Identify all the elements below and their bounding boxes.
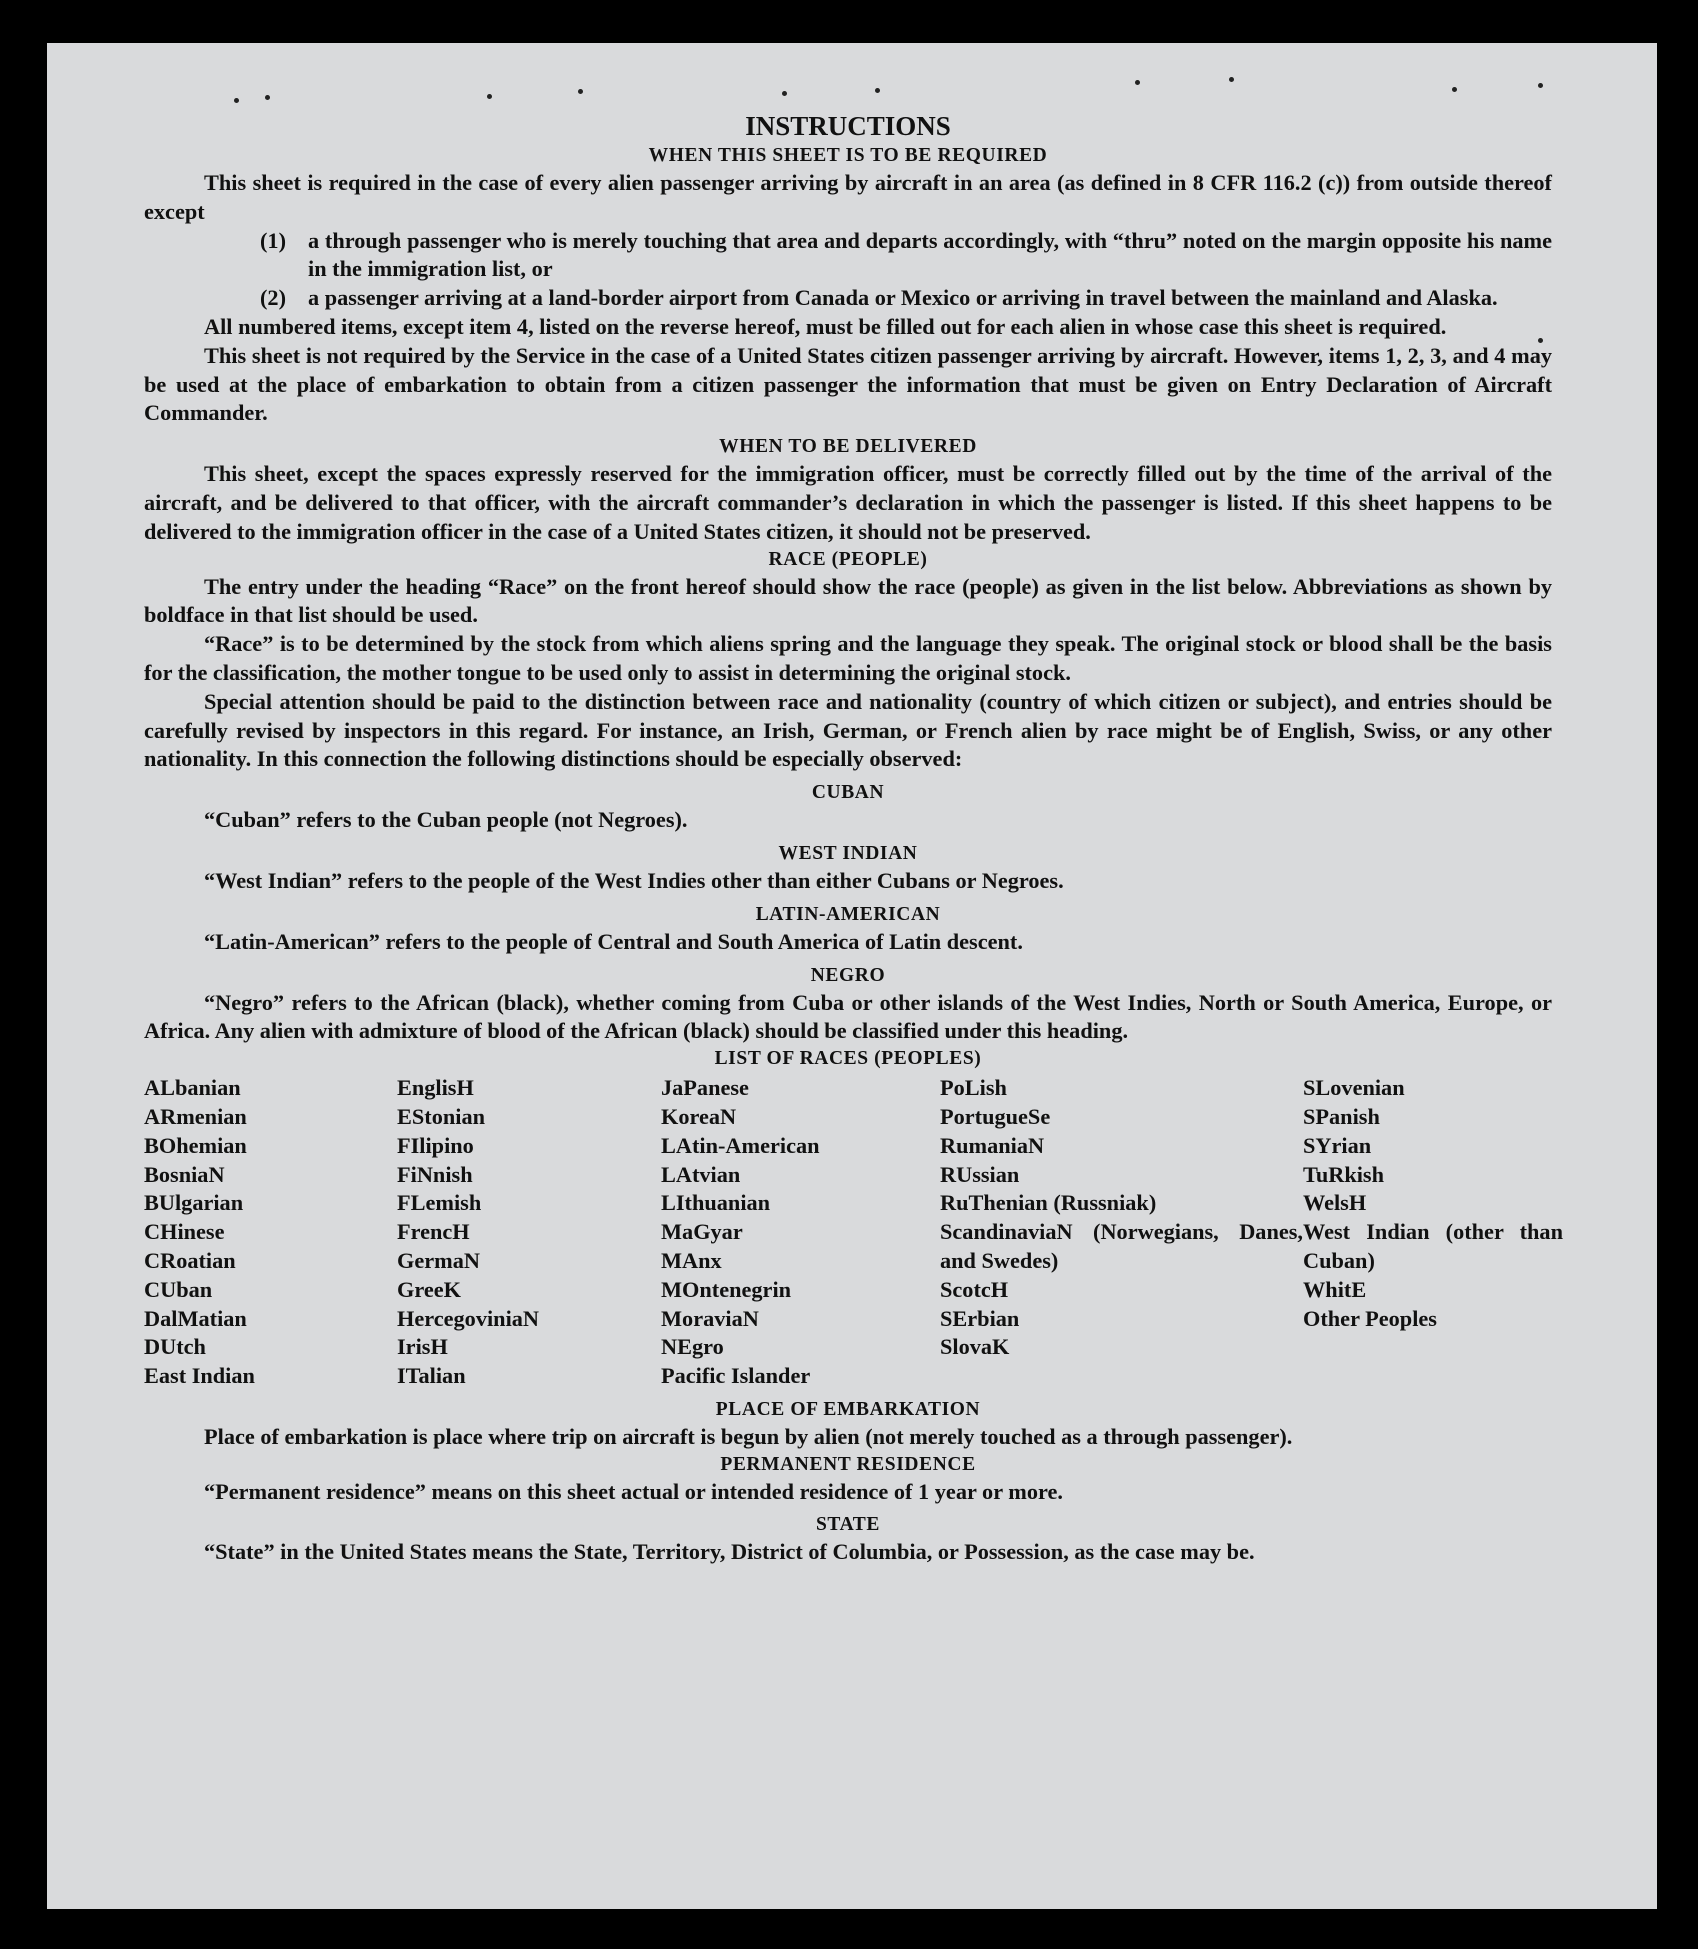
race-item: MaGyar (661, 1219, 743, 1245)
race-item: FLemish (397, 1190, 482, 1216)
race-item: LAtvian (661, 1161, 741, 1187)
race-item: ALbanian (144, 1075, 241, 1101)
heading-negro: NEGRO (810, 964, 886, 986)
race-item: EnglisH (397, 1075, 474, 1101)
race-item: ScotcH (940, 1276, 1009, 1302)
race-group (1303, 1074, 1563, 1218)
race-item: SErbian (940, 1305, 1020, 1331)
race-item: ScandinaviaN (Norwegians, Danes, and Swedes) (940, 1219, 1303, 1273)
speck-mark (875, 88, 880, 93)
race-item: LAtin-American (661, 1132, 820, 1158)
list-item (144, 227, 1552, 285)
race-item: PortugueSe (940, 1103, 1051, 1129)
race-item: SlovaK (940, 1334, 1010, 1360)
race-item: GreeK (397, 1276, 461, 1302)
race-item: FIlipino (397, 1132, 474, 1158)
race-item: DUtch (144, 1334, 206, 1360)
race-item: GermaN (397, 1247, 480, 1273)
race-item: CRoatian (144, 1247, 236, 1273)
race-item: WelsH (1303, 1190, 1367, 1216)
paragraph-required-case: This sheet is required in the case of every alien passenger arriving by aircraft in an area (as defined in 8 CFR 116.2 (c)) from outside thereof except (144, 170, 1552, 224)
paragraph-citizen-passenger: This sheet is not required by the Service in the case of a United States citizen passenger arriving by aircraft. However, items 1, 2, 3, and 4 may be used at the place of embarkation to obtain from a citizen passenger the information that must be given on Entry Declaration of Aircraft Commander. (144, 342, 1552, 426)
instructions-body (144, 111, 1563, 1567)
race-item: ITalian (397, 1363, 466, 1389)
speck-mark (1452, 87, 1457, 92)
race-group (940, 1218, 1303, 1276)
paragraph-delivery: This sheet, except the spaces expressly reserved for the immigration officer, must be correctly filled out by the time of the arrival of the aircraft, and be delivered to that officer, with the aircraft commander’s declaration in which the passenger is listed. If this sheet happens to be delivered to the immigration officer in the case of a United States citizen, it should not be preserved. (144, 461, 1552, 544)
race-item: EStonian (397, 1103, 485, 1129)
race-item: DalMatian (144, 1305, 247, 1331)
race-item: JaPanese (661, 1075, 749, 1101)
race-item: SLovenian (1303, 1075, 1405, 1101)
race-list (144, 1074, 1563, 1391)
race-group (1303, 1218, 1563, 1276)
heading-race: RACE (PEOPLE) (768, 548, 928, 570)
item-number: (1) (260, 227, 286, 253)
race-item: WhitE (1303, 1276, 1367, 1302)
race-item: East Indian (144, 1363, 255, 1389)
race-column-3 (661, 1074, 940, 1391)
race-column-1 (144, 1074, 397, 1391)
race-column-2 (397, 1074, 661, 1391)
speck-mark (1229, 77, 1234, 82)
race-item: SYrian (1303, 1132, 1372, 1158)
item-text: a through passenger who is merely touching that area and departs accordingly, with “thru” noted on the margin opposite his name in the immigration list, or (308, 227, 1552, 282)
race-item: SPanish (1303, 1103, 1380, 1129)
heading-list-of-races: LIST OF RACES (PEOPLES) (714, 1048, 982, 1070)
race-item: RuThenian (Russniak) (940, 1190, 1157, 1216)
heading-cuban: CUBAN (811, 782, 885, 804)
race-item: West Indian (other than Cuban) (1303, 1219, 1563, 1273)
race-item: BUlgarian (144, 1190, 244, 1216)
race-item: KoreaN (661, 1103, 737, 1129)
paragraph-cuban: “Cuban” refers to the Cuban people (not Negroes). (204, 807, 688, 833)
paragraph-race-nationality: Special attention should be paid to the distinction between race and nationality (country of which citizen or subject), and entries should be carefully revised by inspectors in this regard. For instance, an Irish, German, or French alien by race might be of English, Swiss, or any other nationality. In this connection the following distinctions should be especially observed: (144, 688, 1552, 772)
race-item: IrisH (397, 1334, 448, 1360)
race-item: FrencH (397, 1219, 470, 1245)
race-column-4 (940, 1074, 1303, 1391)
race-item: RUssian (940, 1161, 1020, 1187)
race-item: CUban (144, 1276, 213, 1302)
heading-when-required: WHEN THIS SHEET IS TO BE REQUIRED (648, 145, 1048, 166)
heading-state: STATE (815, 1514, 881, 1536)
heading-latin-american: LATIN-AMERICAN (755, 903, 941, 925)
speck-mark (578, 89, 583, 94)
speck-mark (782, 91, 787, 96)
race-item: RumaniaN (940, 1132, 1045, 1158)
race-group (1303, 1276, 1563, 1334)
race-item: MAnx (661, 1247, 722, 1273)
race-item: Other Peoples (1303, 1305, 1437, 1331)
heading-place-of-embarkation: PLACE OF EMBARKATION (715, 1398, 981, 1420)
item-number: (2) (260, 285, 286, 311)
race-item: BosniaN (144, 1161, 225, 1187)
race-item: CHinese (144, 1219, 225, 1245)
speck-mark (265, 95, 270, 100)
paragraph-residence: “Permanent residence” means on this sheet actual or intended residence of 1 year or more. (204, 1478, 1063, 1504)
race-item: BOhemian (144, 1132, 247, 1158)
paragraph-embarkation: Place of embarkation is place where trip on aircraft is begun by alien (not merely touched as a through passenger). (204, 1423, 1293, 1449)
race-column-5 (1303, 1074, 1563, 1391)
race-item: Pacific Islander (661, 1363, 811, 1389)
race-item: PoLish (940, 1075, 1007, 1101)
document-sheet (47, 43, 1657, 1909)
paragraph-race-stock: “Race” is to be determined by the stock from which aliens spring and the language they speak. The original stock or blood shall be the basis for the classification, the mother tongue to be used only to assist in determining the original stock. (144, 631, 1552, 685)
paragraph-west-indian: “West Indian” refers to the people of the West Indies other than either Cubans or Negroes. (204, 867, 1064, 893)
speck-mark (1538, 83, 1543, 88)
race-item: MOntenegrin (661, 1276, 792, 1302)
heading-west-indian: WEST INDIAN (778, 842, 918, 864)
speck-mark (1538, 338, 1543, 343)
race-item: LIthuanian (661, 1190, 771, 1216)
race-item: ARmenian (144, 1103, 247, 1129)
paragraph-state: “State” in the United States means the State, Territory, District of Columbia, or Possession, as the case may be. (204, 1539, 1255, 1565)
speck-mark (234, 98, 239, 103)
race-item: MoraviaN (661, 1305, 759, 1331)
paragraph-latin-american: “Latin-American” refers to the people of Central and South America of Latin descent. (204, 928, 1023, 954)
list-item (144, 284, 1552, 313)
item-text: a passenger arriving at a land-border airport from Canada or Mexico or arriving in travel between the mainland and Alaska. (308, 285, 1498, 311)
race-group (940, 1074, 1303, 1218)
heading-permanent-residence: PERMANENT RESIDENCE (720, 1453, 976, 1475)
paragraph-negro: “Negro” refers to the African (black), whether coming from Cuba or other islands of the West Indies, North or South America, Europe, or Africa. Any alien with admixture of blood of the African (black) should be classified under this heading. (144, 989, 1552, 1044)
race-item: HercegoviniaN (397, 1305, 540, 1331)
heading-when-delivered: WHEN TO BE DELIVERED (719, 436, 977, 458)
race-group (940, 1276, 1303, 1362)
speck-mark (487, 94, 492, 99)
race-item: TuRkish (1303, 1161, 1385, 1187)
race-item: NEgro (661, 1334, 724, 1360)
page-title: INSTRUCTIONS (745, 111, 951, 141)
speck-mark (1135, 80, 1140, 85)
race-item: FiNnish (397, 1161, 473, 1187)
paragraph-race-entry: The entry under the heading “Race” on the front hereof should show the race (people) as given in the list below. Abbreviations as shown by boldface in that list should be used. (144, 573, 1552, 628)
paragraph-numbered-items: All numbered items, except item 4, listed on the reverse hereof, must be filled out for each alien in whose case this sheet is required. (204, 313, 1447, 339)
